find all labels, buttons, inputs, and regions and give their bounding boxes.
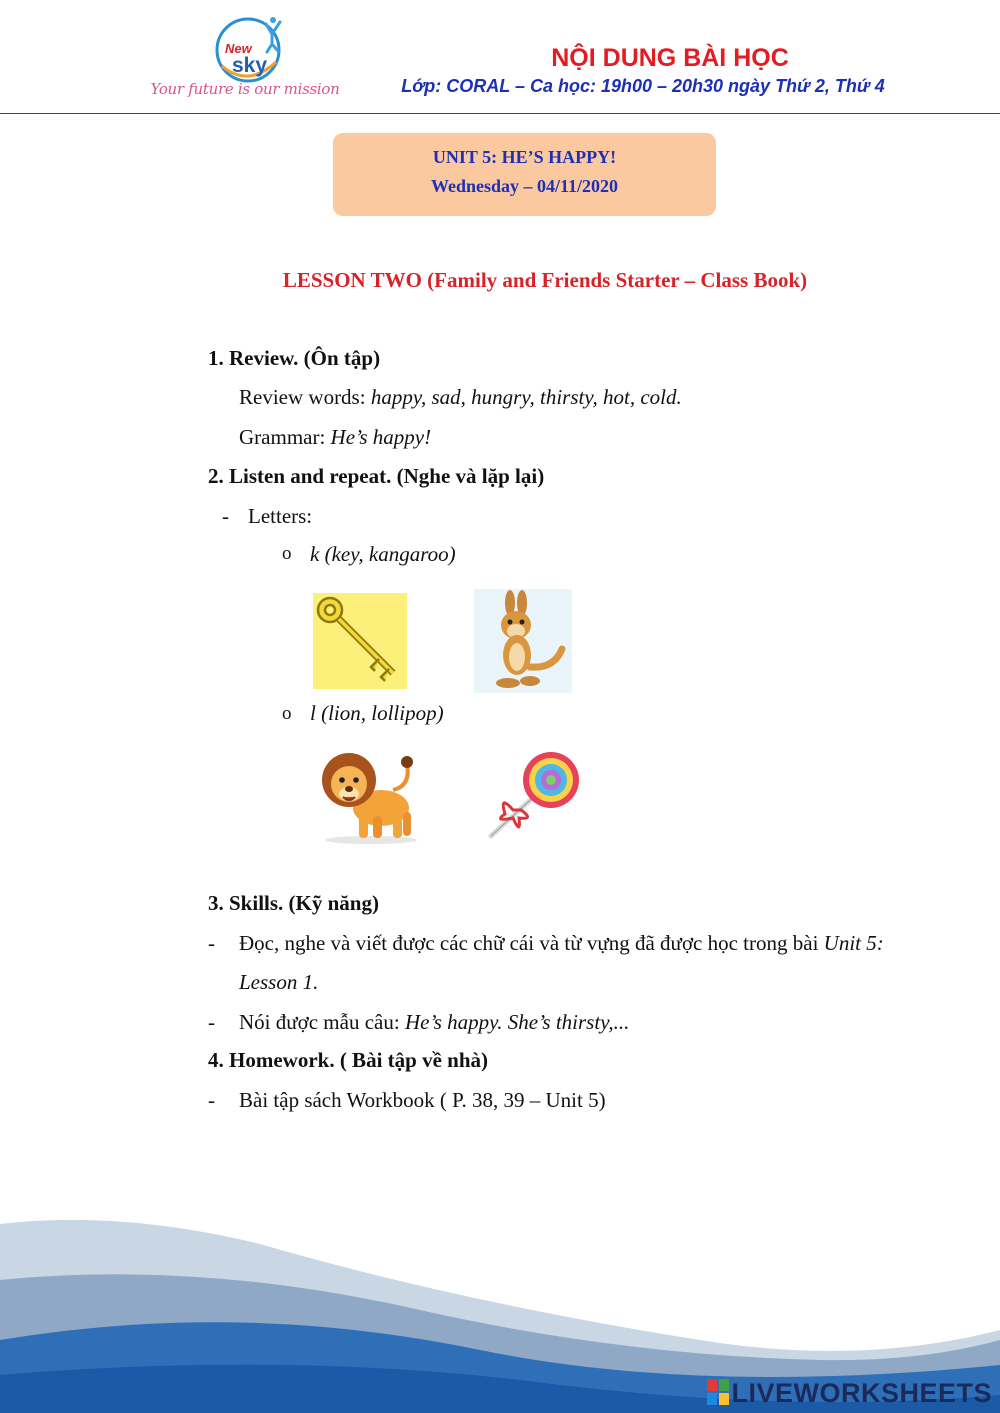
liveworksheets-logo-icon — [707, 1379, 729, 1405]
unit-title: UNIT 5: HE’S HAPPY! — [432, 147, 617, 167]
unit-date: Wednesday – 04/11/2020 — [430, 176, 619, 196]
bullet-l: o — [282, 703, 292, 724]
unit-box — [333, 133, 716, 216]
logo-sky-text: sky — [232, 54, 268, 77]
review-words-line — [239, 385, 682, 410]
skills-item-1 — [239, 931, 884, 956]
homework-dash: - — [208, 1088, 215, 1112]
skills-heading: 3. Skills. (Kỹ năng) — [208, 891, 379, 915]
skills-item-2 — [239, 1010, 629, 1035]
lesson-title: LESSON TWO (Family and Friends Starter – Class Book) — [282, 268, 808, 292]
skills-dash-1: - — [208, 931, 215, 955]
page-title: NỘI DUNG BÀI HỌC — [551, 44, 789, 72]
key-icon — [313, 593, 407, 689]
grammar-line — [239, 425, 431, 450]
logo — [150, 14, 340, 109]
brand-text: LIVEWORKSHEETS — [731, 1378, 992, 1408]
review-heading: 1. Review. (Ôn tập) — [208, 346, 381, 370]
lollipop-icon — [485, 748, 585, 842]
review-words-label: Review words: — [239, 385, 371, 409]
letter-k-words: k (key, kangaroo) — [310, 542, 456, 566]
skills-item-2-examples: He’s happy. She’s thirsty,... — [404, 1010, 630, 1034]
liveworksheets-brand[interactable] — [707, 1378, 992, 1409]
review-words: happy, sad, hungry, thirsty, hot, cold. — [370, 385, 682, 409]
lion-icon — [315, 740, 425, 846]
letters-dash: - — [222, 504, 229, 528]
bullet-k: o — [282, 543, 292, 564]
skills-item-2-text: Nói được mẫu câu: — [239, 1010, 405, 1034]
kangaroo-icon — [474, 589, 572, 693]
skills-dash-2: - — [208, 1010, 215, 1034]
listen-heading: 2. Listen and repeat. (Nghe và lặp lại) — [208, 464, 545, 488]
skills-item-1-ref-a: Unit 5: — [823, 931, 884, 955]
letter-l-words: l (lion, lollipop) — [310, 701, 444, 725]
homework-heading: 4. Homework. ( Bài tập về nhà) — [208, 1048, 488, 1072]
class-schedule: Lớp: CORAL – Ca học: 19h00 – 20h30 ngày Thứ 2, Thứ 4 — [401, 76, 885, 96]
tagline: Your future is our mission — [150, 80, 340, 98]
skills-item-1-ref-b: Lesson 1. — [239, 970, 319, 994]
grammar-label: Grammar: — [239, 425, 331, 449]
skills-item-1-text: Đọc, nghe và viết được các chữ cái và từ vựng đã được học trong bài — [239, 931, 824, 955]
homework-item: Bài tập sách Workbook ( P. 38, 39 – Unit 5) — [239, 1088, 606, 1112]
letters-label: Letters: — [248, 504, 313, 528]
logo-new-text: New — [225, 41, 252, 56]
header-divider — [0, 113, 1000, 114]
grammar-example: He’s happy! — [330, 425, 432, 449]
new-sky-logo-icon — [150, 14, 340, 84]
